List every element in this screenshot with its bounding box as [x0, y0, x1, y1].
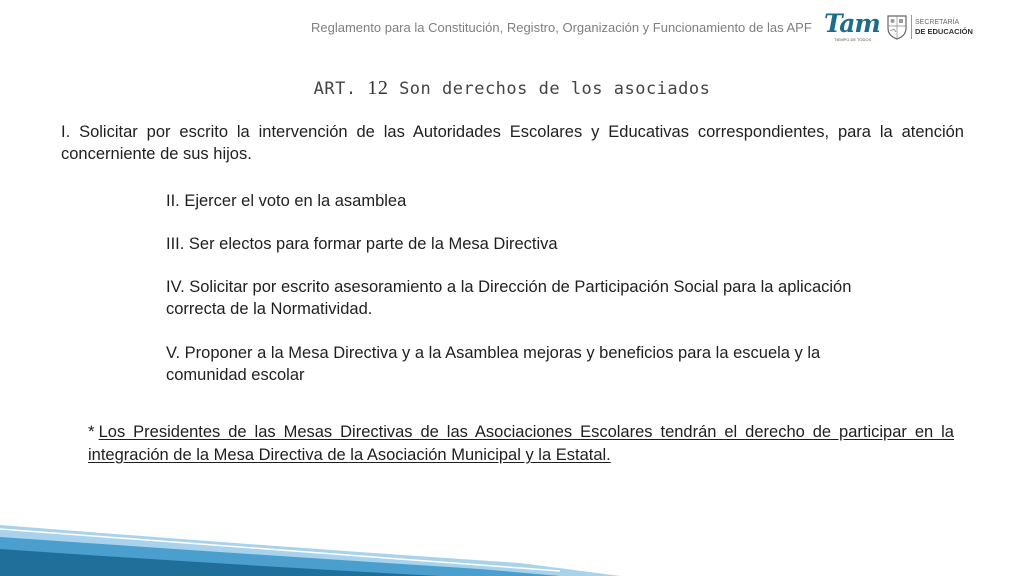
document-header-text: Reglamento para la Constitución, Registro, Organización y Funcionamiento de las APF — [311, 20, 812, 35]
note-asterisk: * — [88, 422, 95, 441]
right-item-4: IV. Solicitar por escrito asesoramiento a la Dirección de Participación Social para la aplicación correcta de la Normatividad. — [166, 278, 852, 318]
page-title — [0, 77, 1024, 100]
title-text: Son derechos de los asociados — [399, 79, 711, 99]
tam-logo-tagline: TIEMPO DE TODOS — [834, 37, 872, 42]
state-seal-icon — [886, 14, 908, 40]
right-item-1: I. Solicitar por escrito la intervención de las Autoridades Escolares y Educativas correspondientes, para la atención concerniente de sus hijos. — [61, 123, 964, 163]
tam-logo-word: Tam — [824, 9, 880, 38]
title-article-number: 12 — [367, 77, 389, 99]
right-item-3: III. Ser electos para formar parte de la Mesa Directiva — [166, 235, 558, 253]
secretaria-educacion-logo — [915, 18, 973, 36]
secretaria-line-1: SECRETARÍA — [915, 19, 960, 26]
secretaria-line-2: DE EDUCACIÓN — [915, 27, 973, 36]
title-prefix: ART. — [313, 79, 357, 99]
logo-separator — [911, 15, 912, 39]
right-item-2: II. Ejercer el voto en la asamblea — [166, 192, 407, 210]
note-text: Los Presidentes de las Mesas Directivas de las Asociaciones Escolares tendrán el derecho de participar en la integración de la Mesa Directiva de la Asociación Municipal y la Estatal. — [88, 423, 954, 464]
decorative-wave-footer — [0, 505, 1024, 576]
tam-logo — [824, 9, 884, 43]
presidents-note — [88, 420, 954, 467]
right-item-5: V. Proponer a la Mesa Directiva y a la Asamblea mejoras y beneficios para la escuela y la comunidad escolar — [166, 344, 821, 384]
